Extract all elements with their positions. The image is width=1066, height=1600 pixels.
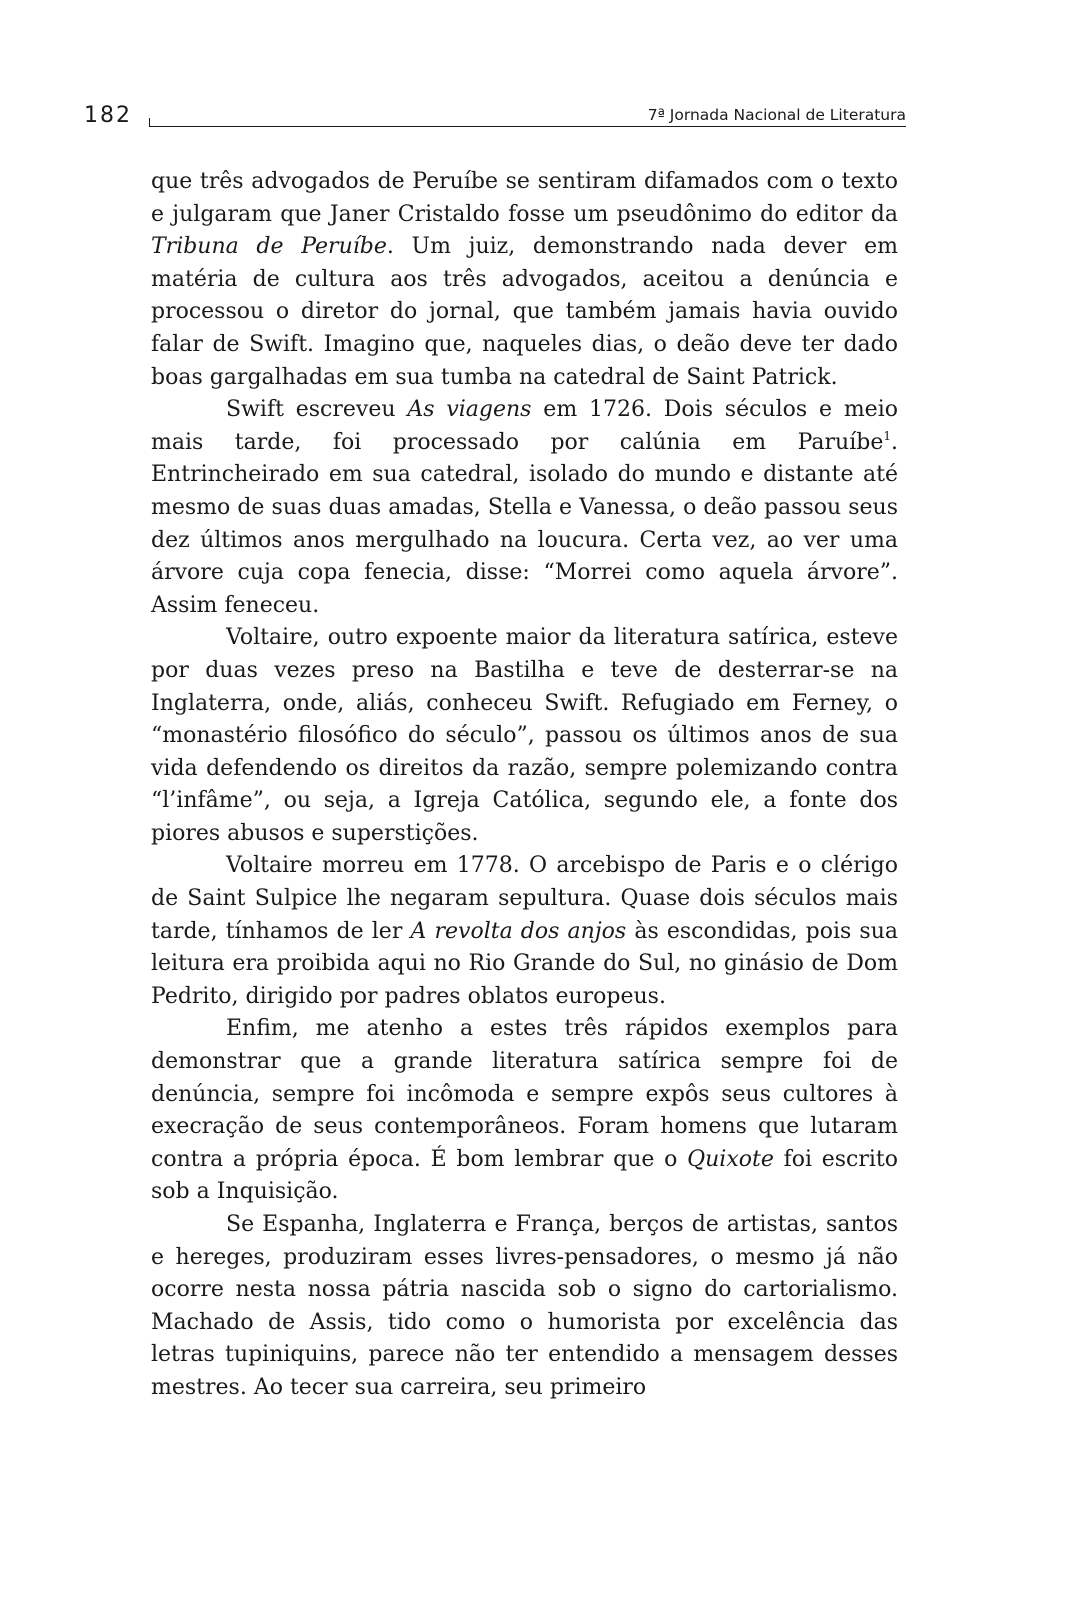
paragraph: Swift escreveu As viagens em 1726. Dois séculos e meio mais tarde, foi processado por calúnia em Paruíbe$^1$. Entrincheirado em sua catedral, isolado do mundo e distante até mesmo de suas duas amadas, Stella e Vanessa, o deão passou seus dez últimos anos mergulhado na loucura. Certa vez, ao ver uma árvore cuja copa fenecia, disse: “Morrei como aquela árvore”. Assim feneceu.: [151, 397, 898, 618]
page-number: 182: [84, 103, 132, 128]
header-rule: [149, 126, 906, 127]
paragraph: Enfim, me atenho a estes três rápidos exemplos para demonstrar que a grande literatura satírica sempre foi de denúncia, sempre foi incômoda e sempre expôs seus cultores à execração de seus contemporâneos. Foram homens que lutaram contra a própria época. É bom lembrar que o Quixote foi escrito sob a Inquisição.: [151, 1016, 898, 1205]
paragraph: Se Espanha, Inglaterra e França, berços de artistas, santos e hereges, produziram esses livres-pensadores, o mesmo já não ocorre nesta nossa pátria nascida sob o signo do cartorialismo. Machado de Assis, tido como o humorista por excelência das letras tupiniquins, parece não ter entendido a mensagem desses mestres. Ao tecer sua carreira, seu primeiro: [151, 1212, 898, 1400]
body-text: [151, 166, 898, 1405]
running-header: [84, 102, 906, 130]
paragraph: Voltaire, outro expoente maior da literatura satírica, esteve por duas vezes preso na Bastilha e teve de desterrar-se na Inglaterra, onde, aliás, conheceu Swift. Refugiado em Ferney, o “monastério filosófico do século”, passou os últimos anos de sua vida defendendo os direitos da razão, sempre polemizando contra “l’infâme”, ou seja, a Igreja Católica, segundo ele, a fonte dos piores abusos e superstições.: [151, 625, 898, 846]
paragraph: que três advogados de Peruíbe se sentiram difamados com o texto e julgaram que Janer Cristaldo fosse um pseudônimo do editor da Tribuna de Peruíbe. Um juiz, demonstrando nada dever em matéria de cultura aos três advogados, aceitou a denúncia e processou o diretor do jornal, que também jamais havia ouvido falar de Swift. Imagino que, naqueles dias, o deão deve ter dado boas gargalhadas em sua tumba na catedral de Saint Patrick.: [151, 169, 898, 390]
running-title: 7ª Jornada Nacional de Literatura: [647, 106, 906, 124]
italic-title: Tribuna de Peruíbe: [151, 234, 387, 260]
italic-title: As viagens: [407, 397, 532, 423]
italic-title: Quixote: [687, 1146, 774, 1172]
italic-title: A revolta dos anjos: [410, 918, 627, 944]
paragraph: Voltaire morreu em 1778. O arcebispo de Paris e o clérigo de Saint Sulpice lhe negaram sepultura. Quase dois séculos mais tarde, tínhamos de ler A revolta dos anjos às escondidas, pois sua leitura era proibida aqui no Rio Grande do Sul, no ginásio de Dom Pedrito, dirigido por padres oblatos europeus.: [151, 853, 898, 1009]
footnote-marker: 1: [883, 428, 891, 443]
